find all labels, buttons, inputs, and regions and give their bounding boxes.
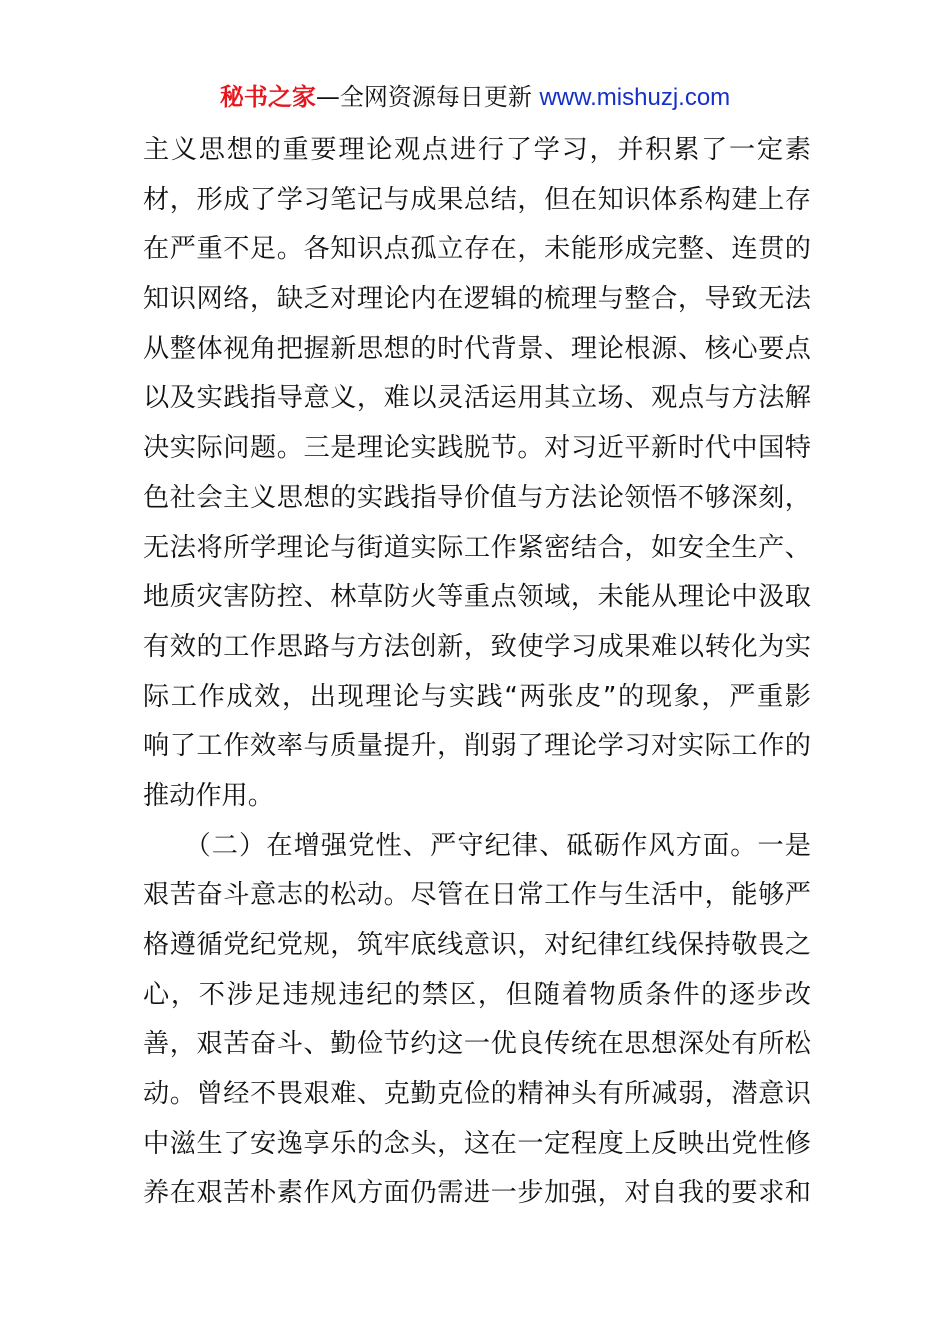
paragraph-end-line: 推动作用。 xyxy=(143,780,274,811)
text-line: 心，不涉足违规违纪的禁区，但随着物质条件的逐步改 xyxy=(143,979,811,1010)
page-header xyxy=(0,80,950,115)
website-url[interactable]: www.mishuzj.com xyxy=(539,84,731,111)
text-line: 格遵循党纪党规，筑牢底线意识，对纪律红线保持敬畏之 xyxy=(143,930,811,960)
text-line: 艰苦奋斗意志的松动。尽管在日常工作与生活中，能够严 xyxy=(143,880,811,911)
text-line: 无法将所学理论与街道实际工作紧密结合，如安全生产、 xyxy=(143,532,811,563)
text-line: 响了工作效率与质量提升，削弱了理论学习对实际工作的 xyxy=(143,731,811,762)
text-line: 地质灾害防控、林草防火等重点领域，未能从理论中汲取 xyxy=(143,582,811,613)
text-line: 主义思想的重要理论观点进行了学习，并积累了一定素 xyxy=(143,135,811,165)
text-line: 以及实践指导意义，难以灵活运用其立场、观点与方法解 xyxy=(143,383,811,414)
text-line: 决实际问题。三是理论实践脱节。对习近平新时代中国特 xyxy=(143,433,811,464)
text-line: 养在艰苦朴素作风方面仍需进一步加强，对自我的要求和 xyxy=(143,1178,811,1209)
text-line: 际工作成效，出现理论与实践“两张皮”的现象，严重影 xyxy=(143,681,811,712)
text-line: 有效的工作思路与方法创新，致使学习成果难以转化为实 xyxy=(143,631,811,662)
text-line: 从整体视角把握新思想的时代背景、理论根源、核心要点 xyxy=(143,333,811,364)
text-line: 材，形成了学习笔记与成果总结，但在知识体系构建上存 xyxy=(143,184,811,215)
document-body xyxy=(143,126,811,1219)
text-line: 知识网络，缺乏对理论内在逻辑的梳理与整合，导致无法 xyxy=(143,284,811,315)
text-line: 善，艰苦奋斗、勤俭节约这一优良传统在思想深处有所松 xyxy=(143,1029,811,1060)
brand-name: 秘书之家 xyxy=(219,83,316,111)
text-line: 动。曾经不畏艰难、克勤克俭的精神头有所减弱，潜意识 xyxy=(143,1079,811,1110)
text-line: 在严重不足。各知识点孤立存在，未能形成完整、连贯的 xyxy=(143,234,811,265)
text-line: 色社会主义思想的实践指导价值与方法论领悟不够深刻， xyxy=(143,482,811,513)
text-line: 中滋生了安逸享乐的念头，这在一定程度上反映出党性修 xyxy=(143,1128,811,1159)
header-slogan: —全网资源每日更新 xyxy=(315,83,540,111)
section-heading-line: （二）在增强党性、严守纪律、砥砺作风方面。一是 xyxy=(143,830,811,861)
